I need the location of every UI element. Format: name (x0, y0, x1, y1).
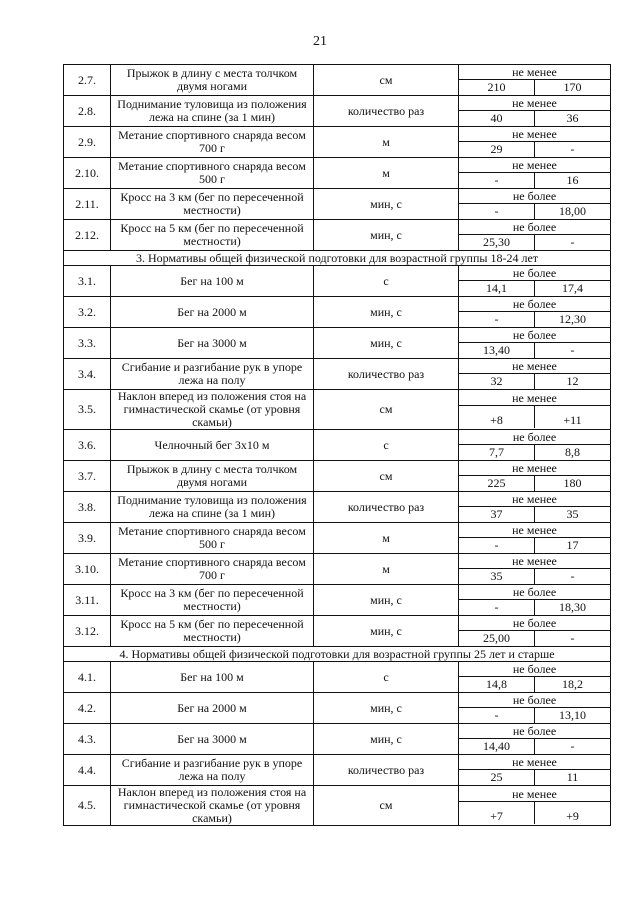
norm-condition: не более (512, 266, 557, 280)
norm-value-women: 180 (563, 476, 582, 490)
exercise-name: Бег на 3000 м (111, 724, 314, 755)
exercise-name: Кросс на 5 км (бег по пересеченной местности) (111, 616, 314, 647)
norm-condition: не более (512, 430, 557, 444)
norm-value-women: 13,10 (559, 708, 586, 722)
exercise-name: Кросс на 3 км (бег по пересеченной местности) (111, 189, 314, 220)
unit-of-measure: мин, с (314, 693, 459, 724)
norm-values-cell (459, 786, 611, 826)
row-number: 3.6. (64, 430, 111, 461)
table-row (64, 786, 611, 826)
exercise-name: Метание спортивного снаряда весом 500 г (111, 158, 314, 189)
unit-of-measure: количество раз (314, 492, 459, 523)
table-row (64, 297, 611, 328)
row-number: 3.3. (64, 328, 111, 359)
unit-of-measure: м (314, 523, 459, 554)
norm-values-cell (459, 65, 611, 96)
norm-value-men: - (459, 312, 535, 327)
row-number: 3.1. (64, 266, 111, 297)
norm-value-men: - (459, 204, 535, 219)
table-row (64, 523, 611, 554)
row-number: 2.8. (64, 96, 111, 127)
row-number: 3.11. (64, 585, 111, 616)
row-number: 2.7. (64, 65, 111, 96)
table-row (64, 189, 611, 220)
norm-value-men: +7 (459, 802, 535, 824)
table-row (64, 158, 611, 189)
unit-of-measure: с (314, 662, 459, 693)
unit-of-measure: см (314, 786, 459, 826)
exercise-name: Бег на 2000 м (111, 693, 314, 724)
norm-condition: не менее (512, 554, 557, 568)
norm-value-men: 29 (459, 142, 535, 157)
norm-value-men: 32 (459, 374, 535, 389)
unit-of-measure: мин, с (314, 724, 459, 755)
norm-value-women: - (570, 142, 575, 156)
norm-value-men: - (459, 538, 535, 553)
norm-values (459, 537, 610, 553)
norm-condition: не менее (512, 787, 557, 801)
exercise-name: Бег на 2000 м (111, 297, 314, 328)
norm-values (459, 630, 610, 646)
norm-condition: не менее (512, 158, 557, 172)
table-row (64, 96, 611, 127)
unit-of-measure: с (314, 266, 459, 297)
row-number: 4.4. (64, 755, 111, 786)
norms-table (63, 64, 611, 826)
table-row (64, 585, 611, 616)
norm-value-men: 25 (459, 770, 535, 785)
norm-condition: не менее (512, 359, 557, 373)
unit-of-measure: см (314, 390, 459, 430)
norm-value-women: 16 (566, 173, 579, 187)
norm-value-men: 37 (459, 507, 535, 522)
exercise-name: Метание спортивного снаряда весом 700 г (111, 554, 314, 585)
exercise-name: Кросс на 3 км (бег по пересеченной местности) (111, 585, 314, 616)
exercise-name: Бег на 100 м (111, 662, 314, 693)
norm-values (459, 738, 610, 754)
norm-value-men: 14,1 (459, 281, 535, 296)
norm-values-cell (459, 430, 611, 461)
norm-value-women: - (570, 343, 575, 357)
exercise-name: Наклон вперед из положения стоя на гимнастической скамье (от уровня скамьи) (111, 786, 314, 826)
row-number: 4.3. (64, 724, 111, 755)
norm-value-women: 18,30 (559, 600, 586, 614)
norm-values-cell (459, 220, 611, 251)
norm-values-cell (459, 693, 611, 724)
norm-values (459, 342, 610, 358)
norm-values (459, 801, 610, 824)
table-row (64, 492, 611, 523)
row-number: 3.2. (64, 297, 111, 328)
exercise-name: Метание спортивного снаряда весом 700 г (111, 127, 314, 158)
row-number: 2.10. (64, 158, 111, 189)
norm-values-cell (459, 266, 611, 297)
table-row (64, 65, 611, 96)
norm-value-women: 36 (566, 111, 579, 125)
unit-of-measure: м (314, 554, 459, 585)
norm-values (459, 707, 610, 723)
exercise-name: Бег на 3000 м (111, 328, 314, 359)
norm-value-men: 35 (459, 569, 535, 584)
norm-value-men: 40 (459, 111, 535, 126)
norm-values-cell (459, 662, 611, 693)
norm-condition: не менее (512, 492, 557, 506)
norm-values (459, 676, 610, 692)
row-number: 4.5. (64, 786, 111, 826)
table-row (64, 662, 611, 693)
norm-values-cell (459, 554, 611, 585)
norm-values (459, 405, 610, 428)
norm-values (459, 110, 610, 126)
norm-values-cell (459, 297, 611, 328)
unit-of-measure: мин, с (314, 297, 459, 328)
norm-value-women: 18,00 (559, 204, 586, 218)
norm-values-cell (459, 127, 611, 158)
unit-of-measure: см (314, 461, 459, 492)
norm-condition: не более (512, 693, 557, 707)
table-row (64, 616, 611, 647)
norm-value-men: 13,40 (459, 343, 535, 358)
norm-values (459, 280, 610, 296)
norm-values (459, 311, 610, 327)
row-number: 3.5. (64, 390, 111, 430)
row-number: 2.9. (64, 127, 111, 158)
norm-values (459, 599, 610, 615)
unit-of-measure: мин, с (314, 585, 459, 616)
norm-condition: не более (512, 297, 557, 311)
row-number: 2.12. (64, 220, 111, 251)
norm-values-cell (459, 158, 611, 189)
table-row (64, 359, 611, 390)
table-row (64, 390, 611, 430)
row-number: 3.4. (64, 359, 111, 390)
unit-of-measure: мин, с (314, 328, 459, 359)
norm-values-cell (459, 755, 611, 786)
unit-of-measure: количество раз (314, 755, 459, 786)
exercise-name: Наклон вперед из положения стоя на гимнастической скамье (от уровня скамьи) (111, 390, 314, 430)
norm-values-cell (459, 189, 611, 220)
norm-values-cell (459, 359, 611, 390)
table-row (64, 430, 611, 461)
norm-value-women: 17,4 (562, 281, 583, 295)
table-row (64, 755, 611, 786)
norm-value-women: - (570, 569, 575, 583)
norm-values-cell (459, 96, 611, 127)
unit-of-measure: количество раз (314, 359, 459, 390)
exercise-name: Бег на 100 м (111, 266, 314, 297)
norm-values (459, 475, 610, 491)
norm-values (459, 79, 610, 95)
norm-condition: не менее (512, 127, 557, 141)
norm-value-women: 18,2 (562, 677, 583, 691)
section-title: 4. Нормативы общей физической подготовки для возрастной группы 25 лет и старше (64, 647, 611, 662)
unit-of-measure: м (314, 127, 459, 158)
norm-values (459, 506, 610, 522)
unit-of-measure: количество раз (314, 96, 459, 127)
norm-values (459, 568, 610, 584)
table-row (64, 266, 611, 297)
exercise-name: Прыжок в длину с места толчком двумя ногами (111, 65, 314, 96)
unit-of-measure: с (314, 430, 459, 461)
norm-values-cell (459, 616, 611, 647)
norm-value-women: 12 (566, 374, 579, 388)
norm-condition: не более (512, 585, 557, 599)
unit-of-measure: мин, с (314, 189, 459, 220)
section-header-row (64, 647, 611, 662)
norm-value-men: - (459, 708, 535, 723)
norm-value-women: 17 (566, 538, 579, 552)
exercise-name: Поднимание туловища из положения лежа на спине (за 1 мин) (111, 492, 314, 523)
norm-value-men: 210 (459, 80, 535, 95)
unit-of-measure: мин, с (314, 220, 459, 251)
norm-value-women: 35 (566, 507, 579, 521)
norm-values (459, 444, 610, 460)
row-number: 3.7. (64, 461, 111, 492)
row-number: 3.10. (64, 554, 111, 585)
table-row (64, 724, 611, 755)
exercise-name: Поднимание туловища из положения лежа на спине (за 1 мин) (111, 96, 314, 127)
norm-condition: не менее (512, 755, 557, 769)
row-number: 2.11. (64, 189, 111, 220)
norm-condition: не менее (512, 96, 557, 110)
norm-value-men: 25,00 (459, 631, 535, 646)
section-header-row (64, 251, 611, 266)
norm-values-cell (459, 461, 611, 492)
norm-value-women: - (570, 739, 575, 753)
norm-values-cell (459, 328, 611, 359)
norm-values (459, 769, 610, 785)
table-row (64, 328, 611, 359)
norm-value-women: 170 (563, 80, 582, 94)
row-number: 4.1. (64, 662, 111, 693)
norm-values (459, 172, 610, 188)
norm-condition: не более (512, 220, 557, 234)
unit-of-measure: мин, с (314, 616, 459, 647)
norm-values-cell (459, 585, 611, 616)
norm-value-men: 14,8 (459, 677, 535, 692)
norm-value-men: 225 (459, 476, 535, 491)
exercise-name: Сгибание и разгибание рук в упоре лежа на полу (111, 755, 314, 786)
table-row (64, 127, 611, 158)
exercise-name: Кросс на 5 км (бег по пересеченной местности) (111, 220, 314, 251)
norm-value-women: - (570, 631, 575, 645)
norm-condition: не менее (512, 461, 557, 475)
norm-value-men: 7,7 (459, 445, 535, 460)
exercise-name: Сгибание и разгибание рук в упоре лежа на полу (111, 359, 314, 390)
norm-value-women: +11 (563, 413, 582, 427)
table-row (64, 554, 611, 585)
row-number: 3.12. (64, 616, 111, 647)
norm-condition: не менее (512, 391, 557, 405)
unit-of-measure: см (314, 65, 459, 96)
norm-value-women: 8,8 (565, 445, 580, 459)
norm-value-men: 14,40 (459, 739, 535, 754)
row-number: 4.2. (64, 693, 111, 724)
norm-value-women: 12,30 (559, 312, 586, 326)
norm-value-women: 11 (566, 770, 579, 784)
norm-values-cell (459, 724, 611, 755)
norm-values-cell (459, 523, 611, 554)
norm-value-women: - (570, 235, 575, 249)
norms-table-body (64, 65, 611, 826)
norm-values (459, 141, 610, 157)
table-row (64, 693, 611, 724)
norm-condition: не менее (512, 523, 557, 537)
page-number: 21 (313, 34, 327, 49)
norm-values (459, 234, 610, 250)
exercise-name: Метание спортивного снаряда весом 500 г (111, 523, 314, 554)
norm-values (459, 203, 610, 219)
norm-condition: не менее (512, 65, 557, 79)
section-title: 3. Нормативы общей физической подготовки для возрастной группы 18-24 лет (64, 251, 611, 266)
norm-condition: не более (512, 724, 557, 738)
norm-condition: не более (512, 662, 557, 676)
norm-condition: не более (512, 189, 557, 203)
norm-value-men: 25,30 (459, 235, 535, 250)
unit-of-measure: м (314, 158, 459, 189)
norm-value-men: +8 (459, 406, 535, 428)
norm-values (459, 373, 610, 389)
exercise-name: Прыжок в длину с места толчком двумя ногами (111, 461, 314, 492)
exercise-name: Челночный бег 3х10 м (111, 430, 314, 461)
row-number: 3.8. (64, 492, 111, 523)
row-number: 3.9. (64, 523, 111, 554)
norm-values-cell (459, 492, 611, 523)
table-row (64, 220, 611, 251)
norm-condition: не более (512, 328, 557, 342)
norm-values-cell (459, 390, 611, 430)
norm-condition: не более (512, 616, 557, 630)
norm-value-men: - (459, 173, 535, 188)
norm-value-women: +9 (566, 809, 579, 823)
table-row (64, 461, 611, 492)
norm-value-men: - (459, 600, 535, 615)
